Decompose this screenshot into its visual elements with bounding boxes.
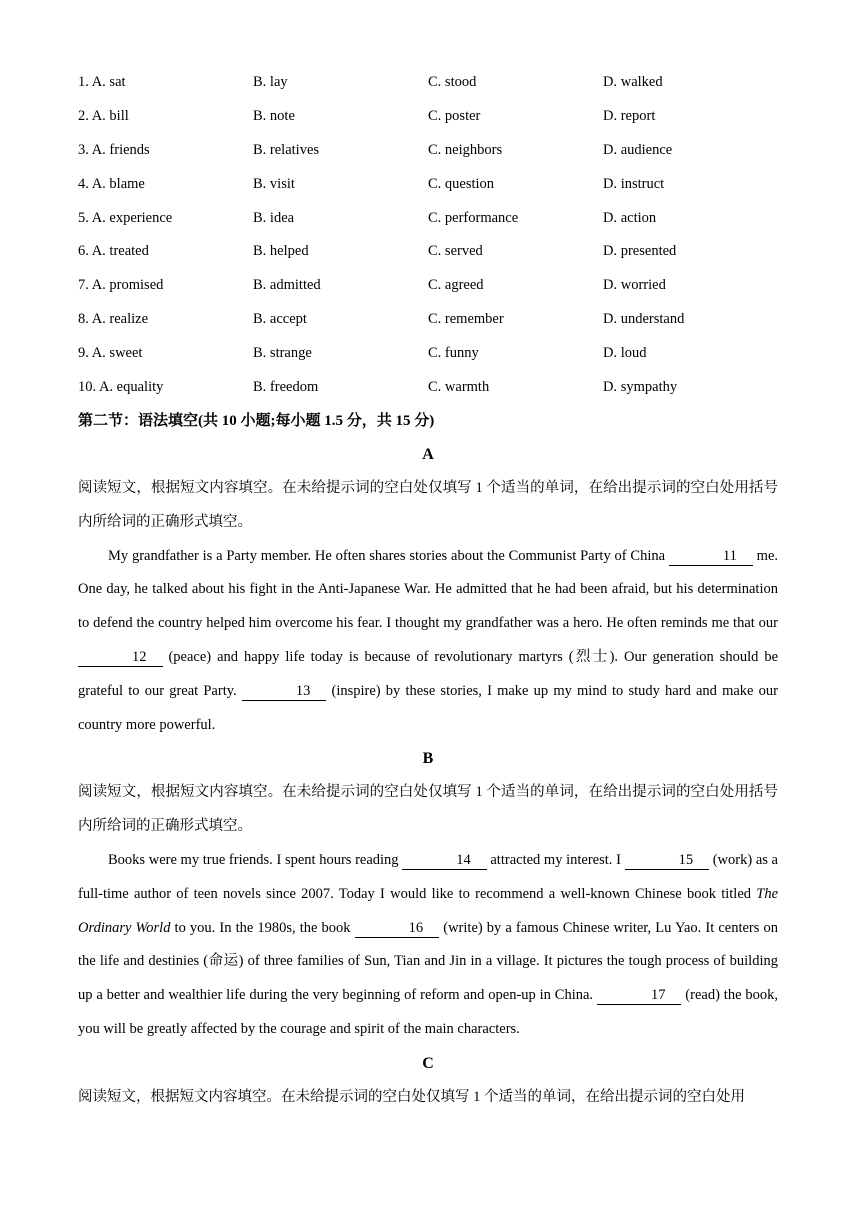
option-c: C. neighbors xyxy=(428,141,503,158)
option-a: 9. A. sweet xyxy=(78,344,143,361)
option-d: D. loud xyxy=(603,344,647,361)
option-b: B. accept xyxy=(253,310,307,327)
blank-11[interactable]: 11 xyxy=(669,547,753,566)
passage-b-text xyxy=(78,844,778,1047)
option-d: D. action xyxy=(603,209,657,226)
option-c: C. stood xyxy=(428,74,477,91)
option-row-10 xyxy=(78,370,778,404)
option-c: C. warmth xyxy=(428,378,490,395)
option-a: 1. A. sat xyxy=(78,74,126,91)
option-b: B. lay xyxy=(253,74,288,91)
option-c: C. performance xyxy=(428,209,519,226)
text-run: (inspire) by these stories, I make up my mind to study hard and make our country more powerful. xyxy=(78,682,778,733)
option-a: 4. A. blame xyxy=(78,175,145,192)
passage-b-instruction: 阅读短文，根据短文内容填空。在未给提示词的空白处仅填写 1 个适当的单词，在给出提示词的空白处用括号内所给词的正确形式填空。 xyxy=(78,784,778,835)
option-a: 10. A. equality xyxy=(78,378,164,395)
option-row-5 xyxy=(78,201,778,235)
option-b: B. relatives xyxy=(253,141,320,158)
book-title: The Ordinary World xyxy=(78,885,778,936)
text-run: (peace) and happy life today is because of revolutionary martyrs (烈士). Our generation should be grateful to our great Party. xyxy=(78,648,778,699)
options-table xyxy=(78,66,778,404)
text-run: attracted my interest. I xyxy=(486,851,625,868)
option-d: D. understand xyxy=(603,310,685,327)
option-b: B. admitted xyxy=(253,277,321,294)
option-d: D. instruct xyxy=(603,175,665,192)
passage-c-instruction: 阅读短文，根据短文内容填空。在未给提示词的空白处仅填写 1 个适当的单词，在给出提示词的空白处用 xyxy=(78,1088,745,1105)
option-row-4 xyxy=(78,167,778,201)
blank-15[interactable]: 15 xyxy=(625,851,710,870)
text-run: me. One day, he talked about his fight in the Anti-Japanese War. He admitted that he had been afraid, but his determination to defend the country helped him overcome his fear. I thought my grandfather was a hero. He often reminds me that our xyxy=(78,547,779,632)
option-a: 3. A. friends xyxy=(78,141,150,158)
option-c: C. remember xyxy=(428,310,504,327)
option-b: B. idea xyxy=(253,209,295,226)
text-run: (work) as a full-time author of teen novels since 2007. Today I would like to recommend a well-known Chinese book titled xyxy=(78,851,778,902)
option-b: B. helped xyxy=(253,243,309,260)
option-c: C. served xyxy=(428,243,483,260)
option-c: C. funny xyxy=(428,344,479,361)
option-row-9 xyxy=(78,336,778,370)
option-d: D. sympathy xyxy=(603,378,678,395)
passage-a-label: A xyxy=(422,445,434,463)
text-run: (read) the book, you will be greatly affected by the courage and spirit of the main characters. xyxy=(78,987,778,1037)
text-run: My grandfather is a Party member. He often shares stories about the Communist Party of China xyxy=(108,547,669,564)
exam-page xyxy=(78,66,778,1115)
option-row-1 xyxy=(78,66,778,100)
option-row-2 xyxy=(78,100,778,134)
passage-b-label: B xyxy=(422,750,434,768)
blank-17[interactable]: 17 xyxy=(597,986,682,1005)
text-run: (write) by a famous Chinese writer, Lu Yao. It centers on the life and destinies (命运) of three families of Sun, Tian and Jin in a village. It pictures the tough process of building up a better and wealthier life during the very beginning of reform and open-up in China. xyxy=(78,919,778,1004)
text-run: Books were my true friends. I spent hours reading xyxy=(108,851,403,868)
option-c: C. poster xyxy=(428,108,481,125)
section-title: 第二节：语法填空(共 10 小题;每小题 1.5 分，共 15 分) xyxy=(78,412,435,429)
option-row-7 xyxy=(78,269,778,303)
option-d: D. report xyxy=(603,108,656,125)
passage-c-label: C xyxy=(422,1054,434,1072)
blank-14[interactable]: 14 xyxy=(402,851,487,870)
passage-a-instruction: 阅读短文，根据短文内容填空。在未给提示词的空白处仅填写 1 个适当的单词，在给出提示词的空白处用括号内所给词的正确形式填空。 xyxy=(78,479,778,530)
option-a: 8. A. realize xyxy=(78,310,149,327)
option-row-3 xyxy=(78,134,778,168)
option-row-6 xyxy=(78,235,778,269)
option-d: D. worried xyxy=(603,277,666,294)
option-b: B. strange xyxy=(253,344,312,361)
option-a: 7. A. promised xyxy=(78,277,164,294)
option-a: 5. A. experience xyxy=(78,209,173,226)
option-c: C. agreed xyxy=(428,277,484,294)
option-row-8 xyxy=(78,303,778,337)
option-b: B. visit xyxy=(253,175,295,192)
option-b: B. freedom xyxy=(253,378,319,395)
option-d: D. audience xyxy=(603,141,673,158)
option-b: B. note xyxy=(253,108,295,125)
blank-16[interactable]: 16 xyxy=(355,919,440,938)
blank-12[interactable]: 12 xyxy=(78,648,163,667)
option-a: 6. A. treated xyxy=(78,243,149,260)
blank-13[interactable]: 13 xyxy=(242,682,327,701)
option-a: 2. A. bill xyxy=(78,108,129,125)
option-d: D. presented xyxy=(603,243,677,260)
option-d: D. walked xyxy=(603,74,663,91)
option-c: C. question xyxy=(428,175,495,192)
passage-a-text xyxy=(78,540,778,743)
text-run: to you. In the 1980s, the book xyxy=(170,919,355,936)
